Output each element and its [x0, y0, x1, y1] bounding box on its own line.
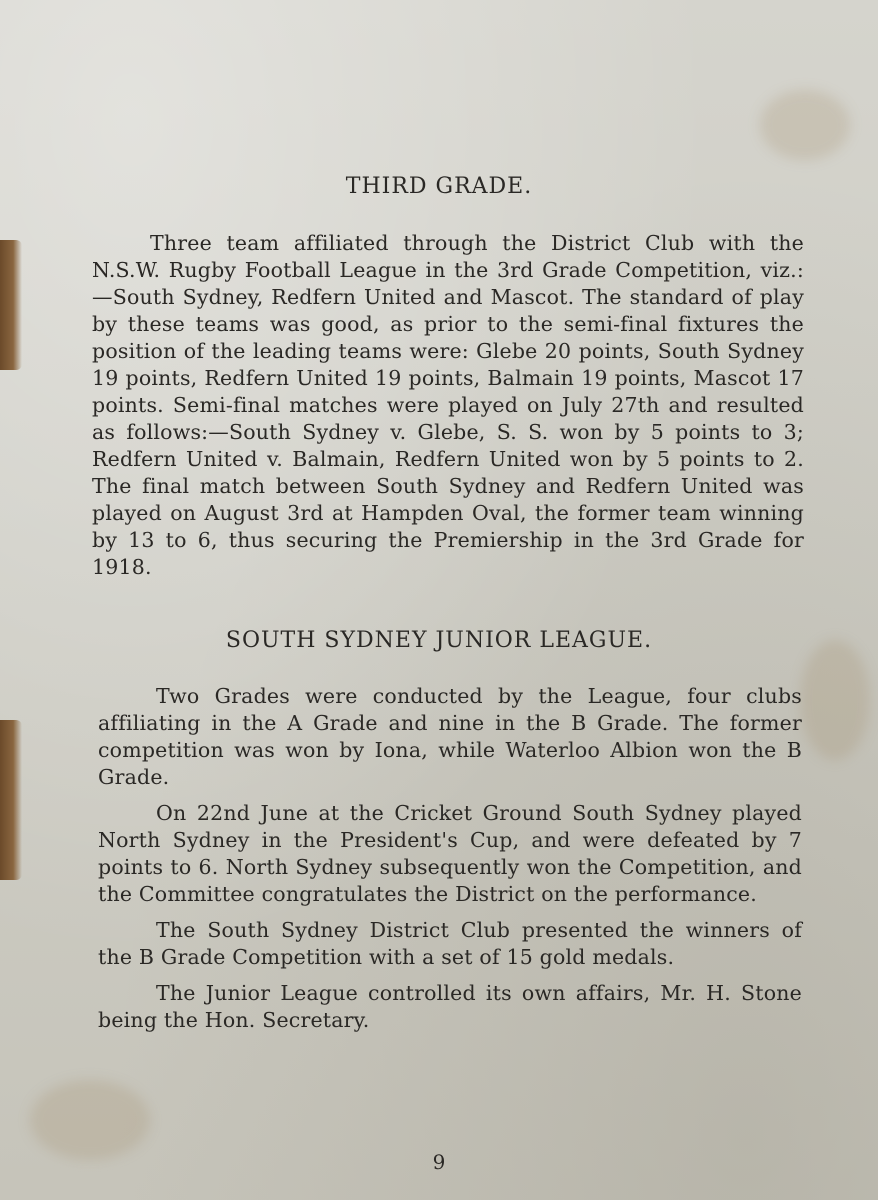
paragraph: The South Sydney District Club presented the winners of the B Grade Competition with a set of 15 gold medals. — [98, 918, 802, 969]
section-heading-third-grade: THIRD GRADE. — [345, 174, 533, 199]
binding-edge — [0, 240, 22, 370]
paragraph: On 22nd June at the Cricket Ground South Sydney played North Sydney in the President's Cup, and were defeated by 7 points to 6. North Sydney subsequently won the Competition, and the Committee congratulates the District on the performance. — [98, 801, 802, 906]
paper-stain — [800, 640, 870, 760]
paper-stain — [760, 90, 850, 160]
section-heading-junior-league: SOUTH SYDNEY JUNIOR LEAGUE. — [225, 628, 653, 653]
binding-edge — [0, 720, 22, 880]
paragraph: Two Grades were conducted by the League, four clubs affiliating in the A Grade and nine in the B Grade. The former competition was won by Iona, while Waterloo Albion won the B Grade. — [98, 684, 802, 789]
section-body-junior-league — [98, 683, 802, 1034]
section-body-third-grade — [92, 230, 804, 581]
paragraph: Three team affiliated through the District Club with the N.S.W. Rugby Football League in the 3rd Grade Competition, viz.:—South Sydney, Redfern United and Mascot. The standard of play by these teams was good, as prior to the semi-final fixtures the position of the leading teams were: Glebe 20 points, South Sydney 19 points, Redfern United 19 points, Balmain 19 points, Mascot 17 points. Semi-final matches were played on July 27th and resulted as follows:—South Sydney v. Glebe, S. S. won by 5 points to 3; Redfern United v. Balmain, Redfern United won by 5 points to 2. The final match between South Sydney and Redfern United was played on August 3rd at Hampden Oval, the former team winning by 13 to 6, thus securing the Premiership in the 3rd Grade for 1918. — [92, 231, 804, 579]
paragraph: The Junior League controlled its own affairs, Mr. H. Stone being the Hon. Secretary. — [98, 981, 802, 1032]
paper-stain — [30, 1080, 150, 1160]
page-number: 9 — [432, 1150, 446, 1174]
